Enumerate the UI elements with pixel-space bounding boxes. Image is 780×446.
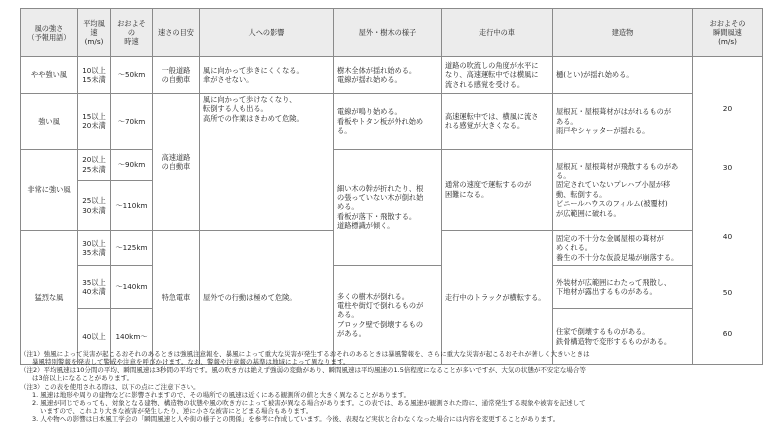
- car-effect-cell: 走行中のトラックが横転する。: [442, 231, 553, 365]
- note-line: （注1）強風によって災害が起こるおそれのあるときは強風注意報を、暴風によって重大な災害が発生するおそれのあるときは暴風警報を、さらに重大な災害が起こるおそれが著しく大きいときは: [20, 350, 590, 358]
- wind-class-cell: 強い風: [21, 94, 78, 150]
- building-effect-cell: 屋根瓦・屋根葺材がはがれるものが ある。 雨戸やシャッターが揺れる。: [553, 94, 693, 150]
- gust-value: 30: [722, 162, 733, 172]
- kmh-cell: 〜70km: [111, 94, 153, 150]
- avg-speed-cell: 40以上: [78, 309, 111, 365]
- outdoor-effect-cell: 細い木の幹が折れたり、根 の張っていない木が倒れ始 める。 看板が落下・飛散する。 道路標識が傾く。: [334, 149, 442, 265]
- header-gust-speed: おおよその 瞬間風速 (m/s): [693, 9, 763, 57]
- speed-guide-cell: 一般道路 の自動車: [153, 57, 200, 94]
- header-human-effects: 人への影響: [200, 9, 334, 57]
- notes-section: [20, 350, 762, 423]
- human-effect-cell: 風に向かって歩きにくくなる。 傘がさせない。: [200, 57, 334, 94]
- wind-effects-table: [20, 8, 763, 365]
- header-wind-class: 風の強さ （予報用語）: [21, 9, 78, 57]
- outdoor-effect-cell: 樹木全体が揺れ始める。 電線が揺れ始める。: [334, 57, 442, 94]
- note-line: いますので、これより大きな被害が発生したり、逆に小さな被害にとどまる場合もあります。: [40, 406, 313, 415]
- building-effect-cell: 屋根瓦・屋根葺材が飛散するものがあ る。 固定されていないプレハブ小屋が移 動、転倒する。 ビニールハウスのフィルム(被覆材) が広範囲に破れる。: [553, 149, 693, 231]
- note-line: 3. 人や物への影響は日本風工学会の「瞬間風速と人や街の様子との関係」を参考に作成しています。今後、表現など実状と合わなくなった場合には内容を変更することがあります。: [32, 415, 560, 423]
- header-speed-guide: 速さの目安: [153, 9, 200, 57]
- avg-speed-cell: 10以上 15未満: [78, 57, 111, 94]
- note-line: 暴風特別警報を発表して警戒や注意を呼びかけます。なお、警報や注意報の基準は地域によって異なります。: [32, 358, 350, 367]
- gust-value: 40: [722, 231, 733, 241]
- avg-speed-cell: 30以上 35未満: [78, 231, 111, 266]
- outdoor-effect-cell: 多くの樹木が倒れる。 電柱や街灯で倒れるものが ある。 ブロック壁で倒壊するもの がある。: [334, 265, 442, 365]
- gust-value: 20: [722, 103, 733, 113]
- header-buildings: 建造物: [553, 9, 693, 57]
- outdoor-effect-cell: 電線が鳴り始める。 看板やトタン板が外れ始め る。: [334, 94, 442, 150]
- kmh-cell: 〜90km: [111, 149, 153, 181]
- wind-class-cell: 猛烈な風: [21, 231, 78, 365]
- table-row: [21, 149, 763, 181]
- wind-class-cell: やや強い風: [21, 57, 78, 94]
- avg-speed-cell: 15以上 20未満: [78, 94, 111, 150]
- gust-value: 50: [722, 287, 733, 297]
- header-approx-speed: おおよその 時速: [111, 9, 153, 57]
- building-effect-cell: 固定の不十分な金属屋根の葺材が めくれる。 養生の不十分な仮設足場が崩落する。: [553, 231, 693, 266]
- header-avg-speed: 平均風速 (m/s): [78, 9, 111, 57]
- kmh-cell: 〜110km: [111, 181, 153, 231]
- car-effect-cell: 通常の速度で運転するのが 困難になる。: [442, 149, 553, 231]
- kmh-cell: 〜140km: [111, 265, 153, 309]
- note-line: は3倍以上になることがあります。: [32, 374, 134, 383]
- note-line: （注3）この表を使用される際は、以下の点にご注意下さい。: [20, 382, 200, 391]
- building-effect-cell: 住家で倒壊するものがある。 鉄骨構造物で変形するものがある。: [553, 309, 693, 365]
- note-line: 1. 風速は地形や周りの建物などに影響されますので、その場所での風速は近くにある観測所の値と大きく異なることがあります。: [32, 390, 411, 399]
- kmh-cell: 〜125km: [111, 231, 153, 266]
- avg-speed-cell: 35以上 40未満: [78, 265, 111, 309]
- building-effect-cell: 外装材が広範囲にわたって飛散し、 下地材が露出するものがある。: [553, 265, 693, 309]
- header-outdoor-trees: 屋外・樹木の様子: [334, 9, 442, 57]
- speed-guide-cell: 特急電車: [153, 231, 200, 365]
- human-effect-cell: 屋外での行動は極めて危険。: [200, 231, 334, 365]
- avg-speed-cell: 25以上 30未満: [78, 181, 111, 231]
- header-row: [21, 9, 763, 57]
- kmh-cell: 140km〜: [111, 309, 153, 365]
- speed-guide-cell: 高速道路 の自動車: [153, 94, 200, 231]
- gust-value: 60: [722, 328, 733, 338]
- gust-scale: [693, 57, 763, 365]
- note-line: 2. 風速が同じであっても、対象となる建物、構造物の状態や風の吹き方によって被害が異なる場合があります。この表では、ある風速が観測された際に、通常発生する現象や被害を記述して: [32, 398, 586, 407]
- building-effect-cell: 樋(とい)が揺れ始める。: [553, 57, 693, 94]
- car-effect-cell: 高速運転中では、横風に流さ れる感覚が大きくなる。: [442, 94, 553, 150]
- kmh-cell: 〜50km: [111, 57, 153, 94]
- human-effect-cell: 風に向かって歩けなくなり、 転倒する人も出る。 高所での作業はきわめて危険。: [200, 94, 334, 231]
- avg-speed-cell: 20以上 25未満: [78, 149, 111, 181]
- header-moving-car: 走行中の車: [442, 9, 553, 57]
- car-effect-cell: 道路の吹流しの角度が水平に なり、高速運転中では横風に 流される感覚を受ける。: [442, 57, 553, 94]
- table-row: [21, 57, 763, 94]
- note-line: （注2）平均風速は10分間の平均、瞬間風速は3秒間の平均です。風の吹き方は絶えず強弱の変動があり、瞬間風速は平均風速の1.5倍程度になることが多いですが、大気の状態が不安定な場合等: [20, 366, 586, 375]
- table-row: [21, 94, 763, 150]
- wind-class-cell: 非常に強い風: [21, 149, 78, 231]
- table-row: [21, 265, 763, 309]
